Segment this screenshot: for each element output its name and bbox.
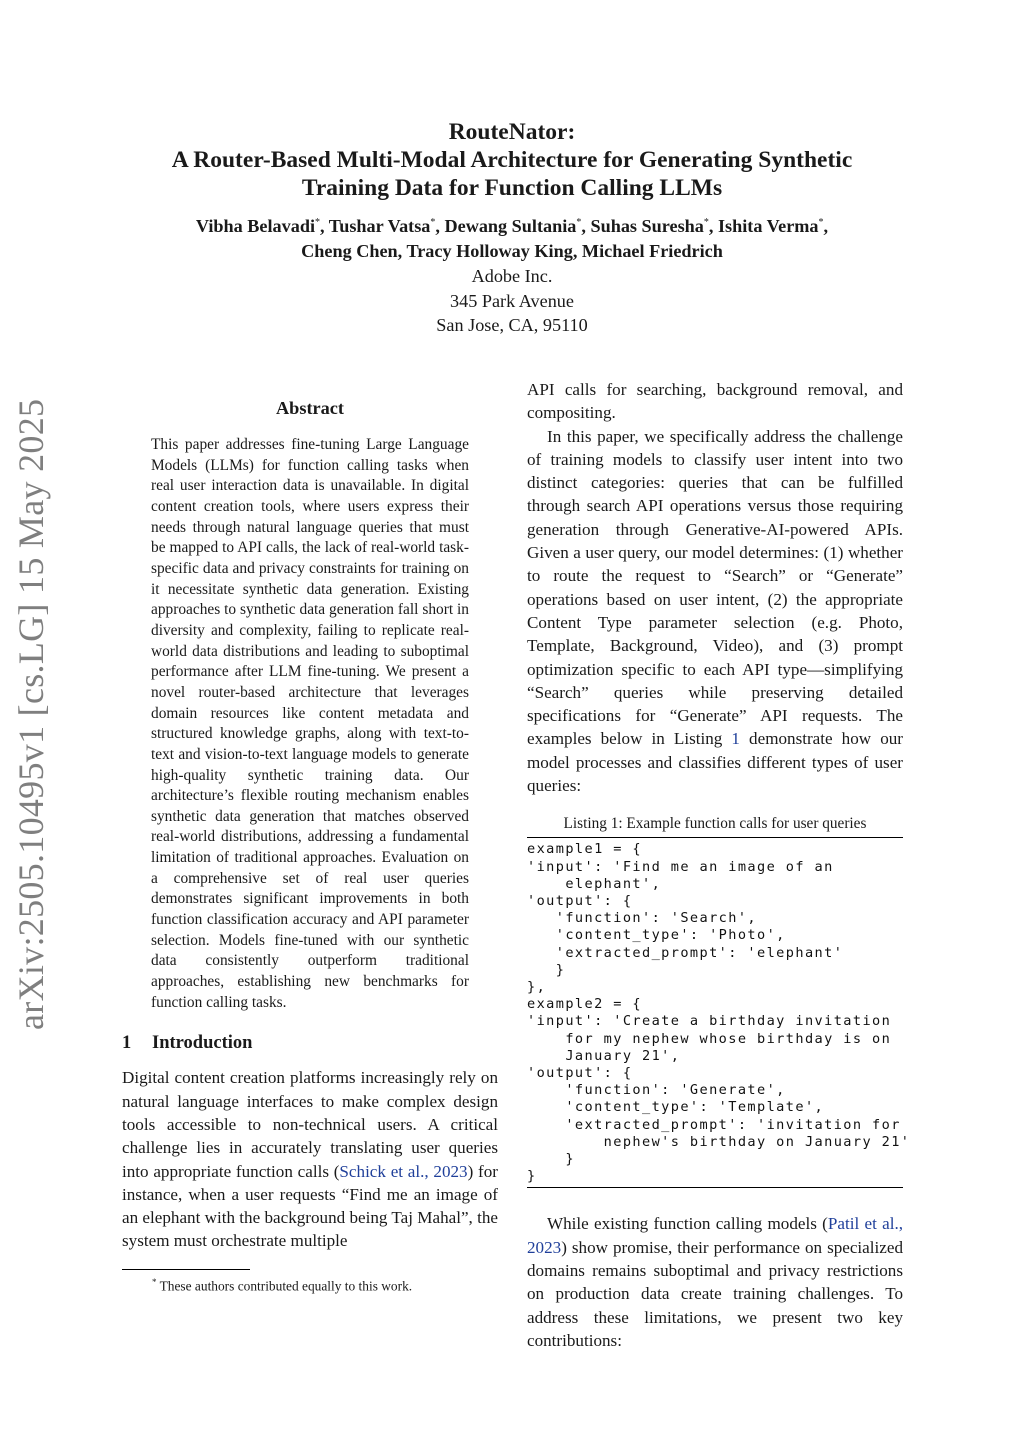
author-name: Tracy Holloway King (406, 241, 573, 262)
equal-contribution-mark: * (430, 217, 436, 228)
contributions-paragraph: While existing function calling models (Patil et al., 2023) show promise, their performance on specialized domains remains suboptimal and privacy restrictions on production data create training challenges. To address these limitations, we present two key contributions: (527, 1214, 904, 1350)
author-line-2: Cheng Chen, Tracy Holloway King, Michael Friedrich (301, 241, 723, 262)
paper-title (100, 118, 924, 202)
affiliation-city: San Jose, CA, 95110 (436, 315, 588, 336)
listing-ref-link[interactable]: 1 (731, 729, 740, 749)
footnote-text: These authors contributed equally to this work. (159, 1278, 413, 1294)
author-line-1: Vibha Belavadi*, Tushar Vatsa*, Dewang Sultania*, Suhas Suresha*, Ishita Verma*, (195, 216, 829, 237)
affiliation (100, 264, 924, 338)
title-line-1: RouteNator: (448, 119, 576, 145)
author-name: Ishita Verma (717, 216, 819, 237)
author-list (100, 210, 924, 264)
section-heading-introduction (122, 1033, 498, 1054)
listing-caption: Listing 1: Example function calls for user queries (563, 815, 867, 833)
listing-code: example1 = { 'input': 'Find me an image of an elephant', 'output': { 'function': 'Search', 'content_type': 'Photo', 'extracted_prompt': 'elephant' } }, example2 = { 'input': 'Create a birthday invitation for my nephew whose birthday is on January 21', 'output': { 'function': 'Generate', 'content_type': 'Template', 'extracted_prompt': 'invitation for nephew's birthday on January 21' } } (527, 841, 911, 1185)
right-column (527, 378, 911, 1352)
section-number: 1 (122, 1033, 132, 1054)
affiliation-street: 345 Park Avenue (450, 290, 574, 311)
footnote (122, 1273, 498, 1295)
abstract-body: This paper addresses fine-tuning Large Language Models (LLMs) for function calling tasks when real user interaction data is unavailable. In digital content creation tools, where users express their needs through natural language queries that must be mapped to API calls, the lack of real-world task-specific data and privacy constraints for training on it necessitate synthetic data generation. Existing approaches to synthetic data generation fall short in diversity and complexity, failing to replicate real-world data distributions and leading to suboptimal performance after LLM fine-tuning. We present a novel router-based architecture that leverages domain resources like content metadata and structured knowledge graphs, along with text-to-text and vision-to-text language models to generate high-quality synthetic training data. Our architecture’s flexible routing mechanism enables synthetic data generation that matches observed real-world distributions, addressing a fundamental limitation of traditional approaches. Evaluation on a comprehensive set of real user queries demonstrates significant improvements in both function classification accuracy and API parameter selection. Models fine-tuned with our synthetic data consistently outperform traditional approaches, establishing new benchmarks for function calling tasks. (151, 436, 469, 1011)
intent-paragraph: In this paper, we specifically address the challenge of training models to classify user intent into two distinct categories: queries that can be fulfilled through search API operations versus those requiring generation through Generative-AI-powered APIs. Given a user query, our model determines: (1) whether to route the request to “Search” or “Generate” operations based on user intent, (2) the appropriate Content Type parameter selection (e.g. Photo, Template, Background, Video), and (3) prompt optimization specific to each API type—simplifying “Search” queries while preserving detailed specifications for “Generate” API requests. The examples below in Listing 1 demonstrate how our model processes and classifies different types of user queries: (527, 426, 903, 796)
arxiv-identifier: arXiv:2505.10495v1 [cs.LG] 15 May 2025 (11, 398, 51, 1030)
author-name: Dewang Sultania (444, 216, 577, 237)
citation-link-patil[interactable]: Patil et al., 2023 (527, 1214, 904, 1257)
author-name: Cheng Chen (301, 241, 398, 262)
abstract-heading: Abstract (275, 398, 345, 418)
affiliation-org: Adobe Inc. (471, 266, 553, 287)
section-title: Introduction (152, 1033, 253, 1054)
author-name: Suhas Suresha (590, 216, 704, 237)
title-line-2: A Router-Based Multi-Modal Architecture for Generating Synthetic (171, 147, 853, 173)
intro-paragraph: Digital content creation platforms increasingly rely on natural language interfaces to make complex design tools accessible to non-technical users. A critical challenge lies in accurately translating user queries into appropriate function calls (Schick et al., 2023) for instance, when a user requests “Find me an image of an elephant with the background being Taj Mahal”, the system must orchestrate multiple (122, 1068, 498, 1251)
author-name: Vibha Belavadi (195, 216, 316, 237)
code-listing (527, 837, 911, 1188)
continued-paragraph: API calls for searching, background removal, and compositing. (527, 380, 903, 423)
equal-contribution-mark: * (703, 217, 709, 228)
title-line-3: Training Data for Function Calling LLMs (301, 175, 723, 201)
author-name: Tushar Vatsa (328, 216, 431, 237)
footnote-divider (122, 1269, 250, 1270)
paper-header (100, 118, 924, 338)
citation-link-schick[interactable]: Schick et al., 2023 (339, 1161, 468, 1181)
footnote-mark: * (152, 1276, 157, 1287)
equal-contribution-mark: * (315, 217, 321, 228)
equal-contribution-mark: * (818, 217, 824, 228)
equal-contribution-mark: * (576, 217, 582, 228)
left-column (122, 398, 498, 1295)
author-name: Michael Friedrich (581, 241, 723, 262)
